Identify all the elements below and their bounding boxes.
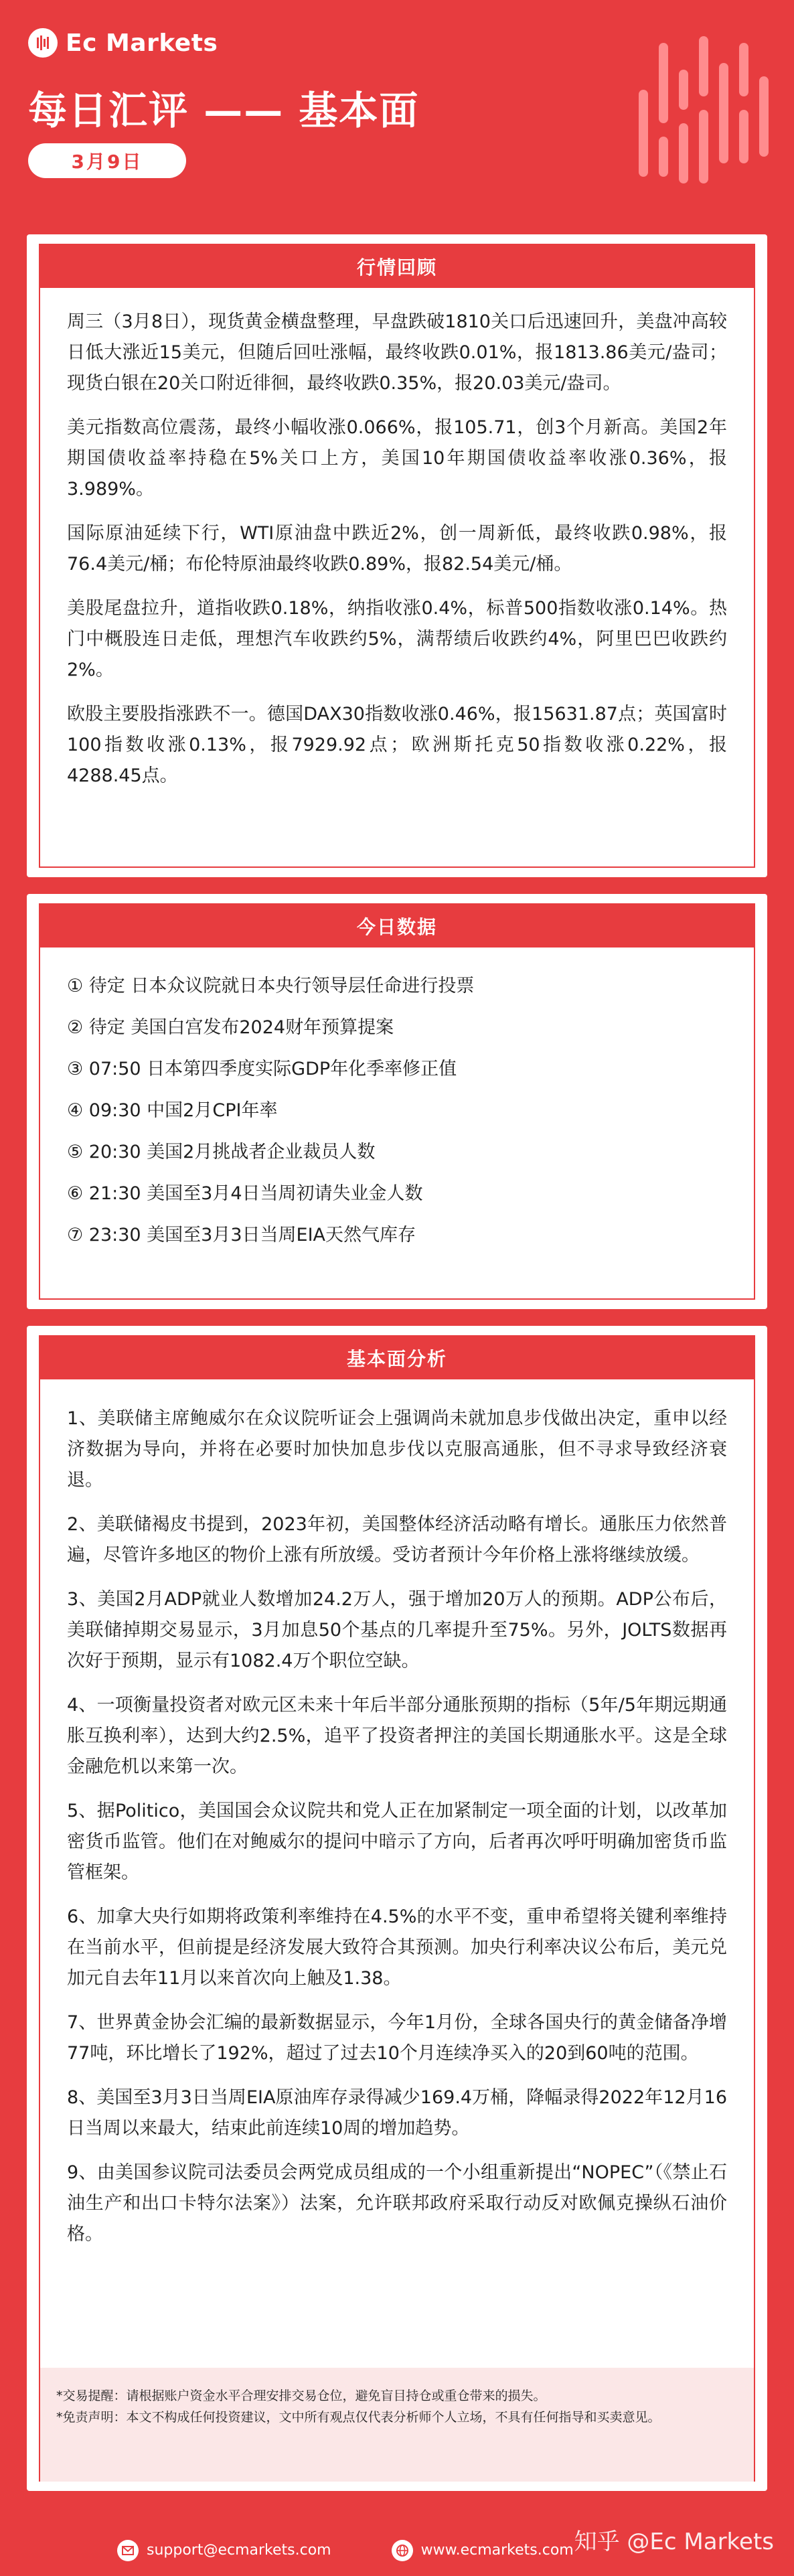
fundamental-frame [39, 1335, 755, 2482]
today-data-frame [39, 903, 755, 1300]
brand-logo [28, 28, 218, 58]
market-review-frame [39, 244, 755, 868]
fundamental-panel [27, 1326, 767, 2491]
analysis-item: 2、美联储褐皮书提到，2023年初，美国整体经济活动略有增长。通胀压力依然普遍，尽管许多地区的物价上涨有所放缓。受访者预计今年价格上涨将继续放缓。 [67, 1514, 727, 1566]
mail-icon [117, 2540, 139, 2561]
market-review-paragraph: 国际原油延续下行，WTI原油盘中跌近2%，创一周新低，最终收跌0.98%，报76.4美元/桶；布伦特原油最终收跌0.89%，报82.54美元/桶。 [67, 523, 727, 575]
analysis-item: 6、加拿大央行如期将政策利率维持在4.5%的水平不变，重申希望将关键利率维持在当前水平，但前提是经济发展大致符合其预测。加央行利率决议公布后，美元兑加元自去年11月以来首次向上触及1.38。 [67, 1906, 727, 1989]
list-item: ① 待定 日本众议院就日本央行领导层任命进行投票 [67, 976, 475, 996]
watermark: 知乎 @Ec Markets [574, 2528, 774, 2555]
logo-icon [28, 28, 58, 58]
list-item: ⑦ 23:30 美国至3月3日当周EIA天然气库存 [67, 1225, 416, 1245]
analysis-item: 1、美联储主席鲍威尔在众议院听证会上强调尚未就加息步伐做出决定，重申以经济数据为导向，并将在必要时加快加息步伐以克服高通胀，但不寻求导致经济衰退。 [67, 1408, 727, 1491]
market-review-paragraph: 欧股主要股指涨跌不一。德国DAX30指数收涨0.46%，报15631.87点；英国富时100指数收涨0.13%，报7929.92点；欧洲斯托克50指数收涨0.22%，报4288.45点。 [67, 704, 727, 786]
today-data-heading: 今日数据 [40, 905, 754, 948]
trade-reminder: *交易提醒：请根据账户资金水平合理安排交易仓位，避免盲目持仓或重仓带来的损失。 [56, 2389, 546, 2403]
header [0, 0, 794, 208]
footer-email [117, 2540, 331, 2561]
website-link[interactable]: www.ecmarkets.com [420, 2542, 574, 2559]
today-data-list [67, 972, 727, 1262]
disclaimer-box [40, 2368, 754, 2482]
decorative-bars-icon [632, 29, 779, 190]
list-item: ④ 09:30 中国2月CPI年率 [67, 1100, 278, 1121]
date-badge: 3月9日 [28, 143, 186, 178]
market-review-heading: 行情回顾 [40, 245, 754, 288]
market-review-paragraph: 美元指数高位震荡，最终小幅收涨0.066%，报105.71，创3个月新高。美国2年期国债收益率持稳在5%关口上方，美国10年期国债收益率收涨0.36%，报3.989%。 [67, 417, 727, 500]
list-item: ② 待定 美国白宫发布2024财年预算提案 [67, 1017, 394, 1038]
list-item: ⑤ 20:30 美国2月挑战者企业裁员人数 [67, 1142, 376, 1162]
list-item: ⑥ 21:30 美国至3月4日当周初请失业金人数 [67, 1183, 423, 1204]
market-review-paragraph: 周三（3月8日），现货黄金横盘整理，早盘跌破1810关口后迅速回升，美盘冲高较日低大涨近15美元，但随后回吐涨幅，最终收跌0.01%，报1813.86美元/盎司；现货白银在20关口附近徘徊，最终收跌0.35%，报20.03美元/盎司。 [67, 311, 727, 394]
analysis-item: 7、世界黄金协会汇编的最新数据显示，今年1月份，全球各国央行的黄金储备净增77吨，环比增长了192%，超过了过去10个月连续净买入的20到60吨的范围。 [67, 2012, 727, 2064]
list-item: ③ 07:50 日本第四季度实际GDP年化季率修正值 [67, 1059, 457, 1079]
market-review-paragraph: 美股尾盘拉升，道指收跌0.18%，纳指收涨0.4%，标普500指数收涨0.14%。热门中概股连日走低，理想汽车收跌约5%，满帮绩后收跌约4%，阿里巴巴收跌约2%。 [67, 598, 727, 680]
analysis-item: 5、据Politico，美国国会众议院共和党人正在加紧制定一项全面的计划，以改革加密货币监管。他们在对鲍威尔的提问中暗示了方向，后者再次呼吁明确加密货币监管框架。 [67, 1801, 727, 1883]
logo-text: Ec Markets [66, 29, 218, 57]
fundamental-body [67, 1404, 727, 2263]
footer-website [392, 2540, 574, 2561]
email-link[interactable]: support@ecmarkets.com [147, 2542, 331, 2559]
fundamental-heading: 基本面分析 [40, 1337, 754, 1379]
market-review-panel [27, 234, 767, 877]
globe-icon [392, 2540, 413, 2561]
market-review-body [67, 307, 727, 805]
analysis-item: 3、美国2月ADP就业人数增加24.2万人，强于增加20万人的预期。ADP公布后，美联储掉期交易显示，3月加息50个基点的几率提升至75%。另外，JOLTS数据再次好于预期，显示有1082.4万个职位空缺。 [67, 1589, 727, 1671]
page-title: 每日汇评 —— 基本面 [28, 88, 420, 133]
analysis-item: 4、一项衡量投资者对欧元区未来十年后半部分通胀预期的指标（5年/5年期远期通胀互换利率），达到大约2.5%，追平了投资者押注的美国长期通胀水平。这是全球金融危机以来第一次。 [67, 1695, 727, 1777]
analysis-item: 9、由美国参议院司法委员会两党成员组成的一个小组重新提出“NOPEC”（《禁止石油生产和出口卡特尔法案》）法案，允许联邦政府采取行动反对欧佩克操纵石油价格。 [67, 2162, 727, 2245]
disclaimer-text: *免责声明：本文不构成任何投资建议，文中所有观点仅代表分析师个人立场，不具有任何指导和买卖意见。 [56, 2410, 661, 2425]
today-data-panel [27, 894, 767, 1309]
analysis-item: 8、美国至3月3日当周EIA原油库存录得减少169.4万桶，降幅录得2022年12月16日当周以来最大，结束此前连续10周的增加趋势。 [67, 2087, 727, 2139]
